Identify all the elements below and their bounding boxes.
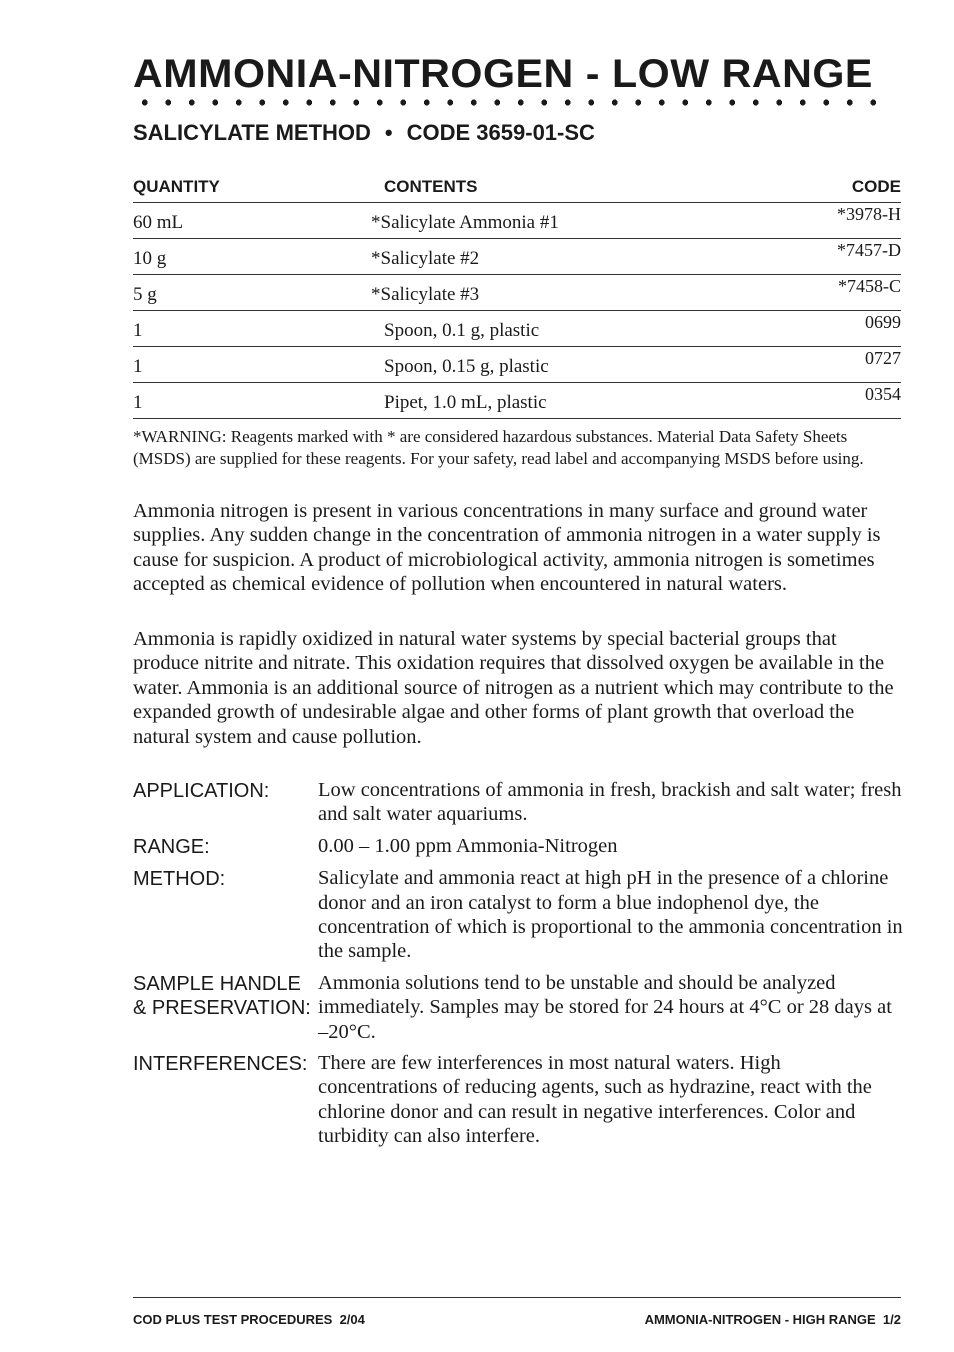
definition-desc: Salicylate and ammonia react at high pH in the presence of a chlorine donor and an iron catalyst to form a blue indophenol dye, the concentration of which is proportional to the ammonia concentration in the sample. xyxy=(318,867,903,963)
definition-range xyxy=(133,834,903,859)
procedure-definitions xyxy=(133,778,903,1156)
header-code: CODE xyxy=(851,177,901,196)
footer-left: COD PLUS TEST PROCEDURES 2/04 xyxy=(133,1312,365,1327)
row-contents: *Salicylate #2 xyxy=(371,248,480,269)
row-code: 0727 xyxy=(865,348,901,368)
contents-table xyxy=(133,176,901,419)
table-row xyxy=(133,275,901,311)
method-name: SALICYLATE METHOD xyxy=(133,120,371,145)
oxidation-paragraph: Ammonia is rapidly oxidized in natural water systems by special bacterial groups that produce nitrite and nitrate. This oxidation requires that dissolved oxygen be available in the water. Ammonia is an additional source of nitrogen as a nutrient which may contribute to the expanded growth of undesirable algae and other forms of plant growth that overload the natural system and cause pollution. xyxy=(133,628,894,748)
table-row xyxy=(133,383,901,419)
header-contents: CONTENTS xyxy=(384,177,478,196)
definition-desc: Low concentrations of ammonia in fresh, brackish and salt water; fresh and salt water aquariums. xyxy=(318,779,902,826)
row-code: *3978-H xyxy=(837,204,901,224)
definition-term: SAMPLE HANDLE & PRESERVATION: xyxy=(133,972,311,1020)
row-quantity: 1 xyxy=(133,392,143,413)
row-contents: *Salicylate Ammonia #1 xyxy=(371,212,559,233)
header-quantity: QUANTITY xyxy=(133,177,220,196)
row-quantity: 10 g xyxy=(133,248,167,269)
row-code: *7458-C xyxy=(838,276,901,296)
table-row xyxy=(133,239,901,275)
page-title: AMMONIA-NITROGEN - LOW RANGE xyxy=(133,52,873,96)
definition-term: METHOD: xyxy=(133,868,226,891)
table-row xyxy=(133,347,901,383)
row-quantity: 1 xyxy=(133,320,143,341)
definition-term: INTERFERENCES: xyxy=(133,1053,308,1076)
row-code: *7457-D xyxy=(837,240,901,260)
table-header xyxy=(133,176,901,203)
method-subtitle xyxy=(133,120,595,146)
definition-term: APPLICATION: xyxy=(133,780,270,802)
row-contents: Pipet, 1.0 mL, plastic xyxy=(384,392,547,413)
definition-desc: Ammonia solutions tend to be unstable and should be analyzed immediately. Samples may be stored for 24 hours at 4°C or 28 days at –20°C. xyxy=(318,971,892,1043)
definition-method xyxy=(133,866,903,964)
table-row xyxy=(133,203,901,239)
intro-paragraph: Ammonia nitrogen is present in various concentrations in many surface and ground water supplies. Any sudden change in the concentration of ammonia nitrogen in a water supply is cause for suspicion. A product of microbiological activity, ammonia nitrogen is sometimes accepted as chemical evidence of pollution when encountered in natural waters. xyxy=(133,500,881,596)
row-code: 0354 xyxy=(865,384,901,404)
row-quantity: 5 g xyxy=(133,284,157,305)
row-contents: *Salicylate #3 xyxy=(371,284,480,305)
row-quantity: 1 xyxy=(133,356,143,377)
dotted-rule xyxy=(133,99,885,106)
row-contents: Spoon, 0.1 g, plastic xyxy=(384,320,540,341)
kit-code: CODE 3659-01-SC xyxy=(406,120,595,145)
definition-desc: There are few interferences in most natural waters. High concentrations of reducing agents, such as hydrazine, react with the chlorine donor and can result in negative interferences. Color and turbidity can also interfere. xyxy=(318,1052,872,1148)
definition-application xyxy=(133,778,903,827)
definition-sample-handling xyxy=(133,971,903,1044)
definition-term: RANGE: xyxy=(133,835,210,858)
row-contents: Spoon, 0.15 g, plastic xyxy=(384,356,549,377)
hazard-warning: *WARNING: Reagents marked with * are considered hazardous substances. Material Data Safety Sheets (MSDS) are supplied for these reagents. For your safety, read label and accompanying MSDS before using. xyxy=(133,427,864,468)
definition-interferences xyxy=(133,1051,903,1149)
definition-desc: 0.00 – 1.00 ppm Ammonia-Nitrogen xyxy=(318,834,618,857)
row-code: 0699 xyxy=(865,312,901,332)
row-quantity: 60 mL xyxy=(133,212,184,233)
footer-right: AMMONIA-NITROGEN - HIGH RANGE 1/2 xyxy=(644,1312,901,1327)
table-row xyxy=(133,311,901,347)
bullet-separator: • xyxy=(384,120,393,145)
footer-rule xyxy=(133,1297,901,1298)
